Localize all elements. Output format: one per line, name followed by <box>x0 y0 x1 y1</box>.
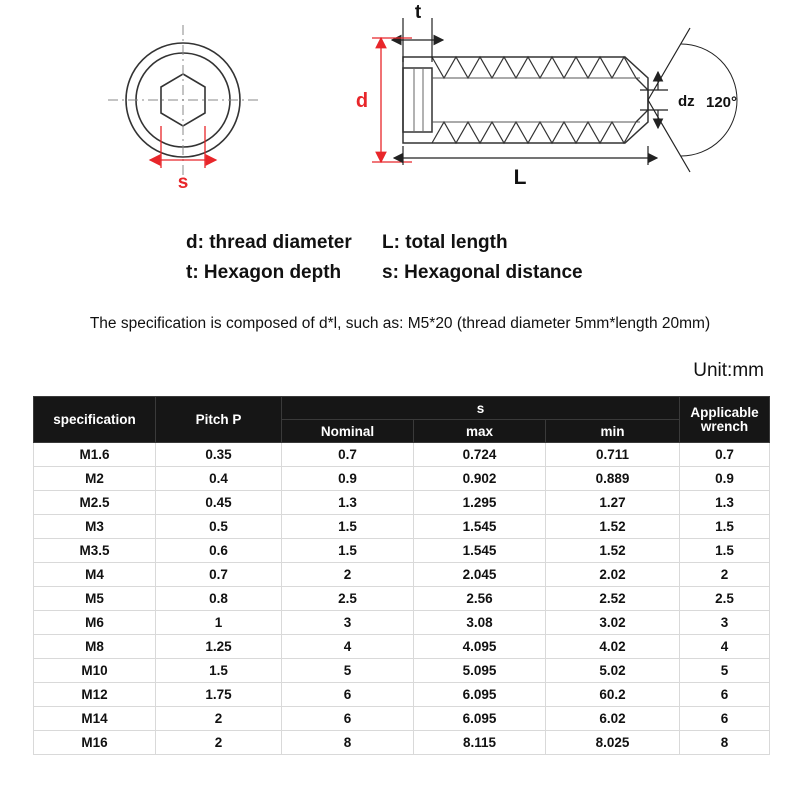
table-cell: M1.6 <box>34 443 156 467</box>
table-cell: 0.6 <box>156 539 282 563</box>
table-cell: M12 <box>34 683 156 707</box>
table-row <box>34 635 770 659</box>
table-cell: 2.045 <box>414 563 546 587</box>
th-specification: specification <box>34 397 156 443</box>
table-cell: 1 <box>156 611 282 635</box>
table-cell: 2 <box>156 707 282 731</box>
table-cell: 4.02 <box>546 635 680 659</box>
table-row <box>34 659 770 683</box>
specification-table <box>33 396 770 755</box>
table-cell: 1.3 <box>680 491 770 515</box>
table-cell: 1.52 <box>546 515 680 539</box>
table-cell: 1.5 <box>156 659 282 683</box>
th-s-group: s <box>282 397 680 420</box>
table-cell: 4.095 <box>414 635 546 659</box>
legend-block <box>0 228 800 288</box>
table-cell: 2.56 <box>414 587 546 611</box>
table-cell: 2 <box>156 731 282 755</box>
table-row <box>34 491 770 515</box>
table-cell: 0.9 <box>680 467 770 491</box>
table-cell: 3.02 <box>546 611 680 635</box>
table-cell: 8.025 <box>546 731 680 755</box>
label-t: t <box>414 2 422 23</box>
table-cell: M14 <box>34 707 156 731</box>
table-row <box>34 443 770 467</box>
table-row <box>34 515 770 539</box>
label-dz: dz <box>678 93 695 110</box>
table-cell: 0.5 <box>156 515 282 539</box>
table-cell: 8 <box>680 731 770 755</box>
table-row <box>34 467 770 491</box>
legend-L: L: total length <box>382 232 508 253</box>
table-cell: 2.52 <box>546 587 680 611</box>
table-cell: 5 <box>282 659 414 683</box>
table-cell: 0.7 <box>680 443 770 467</box>
table-cell: 4 <box>282 635 414 659</box>
table-row <box>34 683 770 707</box>
table-cell: 0.7 <box>282 443 414 467</box>
socket-bore <box>403 68 432 132</box>
table-head <box>34 397 770 443</box>
legend-t: t: Hexagon depth <box>186 262 342 283</box>
unit-label: Unit:mm <box>693 360 764 381</box>
table-cell: 0.4 <box>156 467 282 491</box>
table-cell: 6 <box>282 707 414 731</box>
table-cell: 5.02 <box>546 659 680 683</box>
table-row <box>34 611 770 635</box>
table-cell: 5.095 <box>414 659 546 683</box>
dim-t <box>392 18 443 62</box>
table-row <box>34 731 770 755</box>
table-cell: 1.27 <box>546 491 680 515</box>
th-min: min <box>546 420 680 443</box>
table-cell: 1.75 <box>156 683 282 707</box>
table-cell: 0.9 <box>282 467 414 491</box>
dim-dz <box>640 72 668 128</box>
table-header-row-1 <box>34 397 770 420</box>
table-cell: 6 <box>680 683 770 707</box>
table-cell: 1.545 <box>414 515 546 539</box>
table-cell: 5 <box>680 659 770 683</box>
table-cell: M16 <box>34 731 156 755</box>
table-cell: 6.095 <box>414 707 546 731</box>
table-cell: 6.095 <box>414 683 546 707</box>
label-angle: 120° <box>706 94 738 111</box>
label-L: L <box>513 166 527 189</box>
set-screw-diagram <box>0 0 800 205</box>
table-cell: 8 <box>282 731 414 755</box>
table-cell: 1.5 <box>282 539 414 563</box>
table-cell: 2 <box>680 563 770 587</box>
table-cell: 1.25 <box>156 635 282 659</box>
thread-profile <box>432 57 640 143</box>
table-cell: 0.889 <box>546 467 680 491</box>
table-cell: M8 <box>34 635 156 659</box>
table-cell: 1.5 <box>680 539 770 563</box>
table-cell: 2.5 <box>282 587 414 611</box>
th-nominal: Nominal <box>282 420 414 443</box>
table-row <box>34 539 770 563</box>
table-row <box>34 563 770 587</box>
legend-s: s: Hexagonal distance <box>382 262 583 283</box>
table-body <box>34 443 770 755</box>
center-lines <box>108 25 258 175</box>
table-cell: M3 <box>34 515 156 539</box>
table-cell: M4 <box>34 563 156 587</box>
table-cell: 6 <box>680 707 770 731</box>
label-d: d <box>355 90 369 112</box>
table-cell: M2 <box>34 467 156 491</box>
table-cell: 1.295 <box>414 491 546 515</box>
table-cell: 0.7 <box>156 563 282 587</box>
dim-L <box>394 146 657 165</box>
diagram-svg <box>0 0 800 205</box>
table-cell: M3.5 <box>34 539 156 563</box>
th-max: max <box>414 420 546 443</box>
table-cell: 1.5 <box>680 515 770 539</box>
th-applicable-wrench: Applicable wrench <box>680 397 770 443</box>
table-cell: 8.115 <box>414 731 546 755</box>
table-cell: M10 <box>34 659 156 683</box>
table-cell: 2.02 <box>546 563 680 587</box>
table-row <box>34 707 770 731</box>
table-cell: 0.724 <box>414 443 546 467</box>
table-cell: 3.08 <box>414 611 546 635</box>
table-cell: M6 <box>34 611 156 635</box>
table-cell: 4 <box>680 635 770 659</box>
table-cell: 2 <box>282 563 414 587</box>
table-cell: 6 <box>282 683 414 707</box>
table-cell: 0.902 <box>414 467 546 491</box>
cone-tip <box>636 78 648 122</box>
table-row <box>34 587 770 611</box>
table-cell: 1.5 <box>282 515 414 539</box>
table-cell: M2.5 <box>34 491 156 515</box>
legend-row <box>186 258 800 288</box>
legend-d: d: thread diameter <box>186 232 352 253</box>
table-cell: 1.3 <box>282 491 414 515</box>
table-cell: 0.45 <box>156 491 282 515</box>
table-cell: 0.8 <box>156 587 282 611</box>
table-cell: M5 <box>34 587 156 611</box>
table-cell: 1.545 <box>414 539 546 563</box>
specification-note: The specification is composed of d*l, such as: M5*20 (thread diameter 5mm*length 20mm) <box>89 315 711 332</box>
table-cell: 0.711 <box>546 443 680 467</box>
table-cell: 3 <box>680 611 770 635</box>
table-cell: 60.2 <box>546 683 680 707</box>
table-cell: 1.52 <box>546 539 680 563</box>
table-cell: 6.02 <box>546 707 680 731</box>
th-pitch: Pitch P <box>156 397 282 443</box>
label-s: s <box>177 172 189 193</box>
table-cell: 2.5 <box>680 587 770 611</box>
table-cell: 0.35 <box>156 443 282 467</box>
table-cell: 3 <box>282 611 414 635</box>
legend-row <box>186 228 800 258</box>
